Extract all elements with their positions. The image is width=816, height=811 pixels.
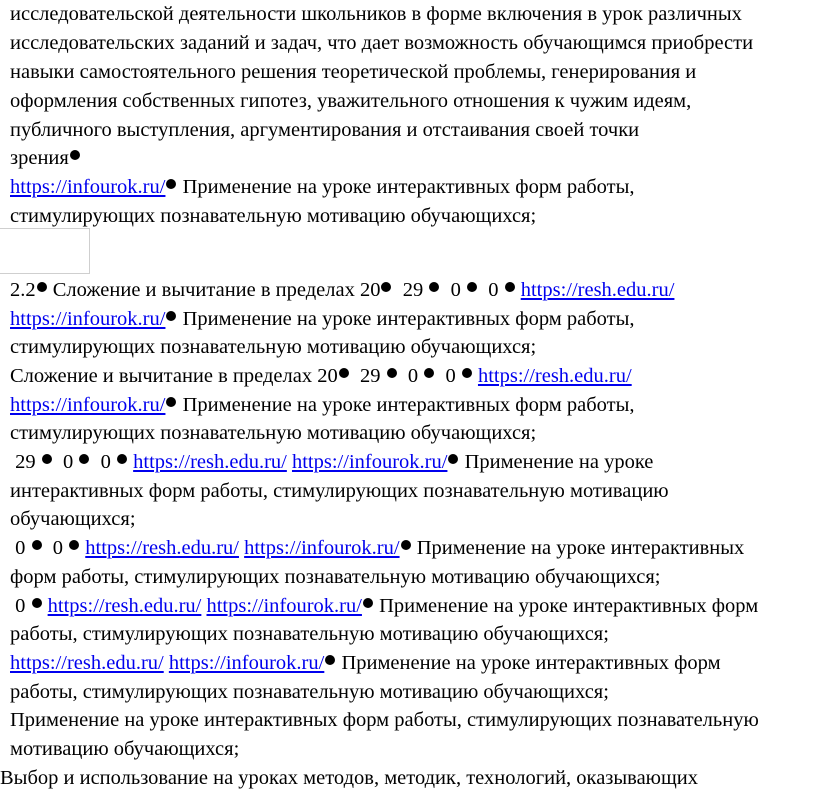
bullet-icon bbox=[448, 454, 458, 464]
lesson-hours: 29 bbox=[15, 451, 36, 473]
bullet-icon bbox=[166, 397, 176, 407]
text-line: Выбор и использование на уроках методов, методик, технологий, оказывающих bbox=[0, 767, 698, 789]
infourok-link[interactable]: https://infourok.ru/ bbox=[206, 595, 362, 617]
infourok-link[interactable]: https://infourok.ru/ bbox=[10, 308, 166, 330]
bullet-icon bbox=[381, 282, 391, 292]
text-line bbox=[10, 534, 744, 563]
resh-link[interactable]: https://resh.edu.ru/ bbox=[47, 595, 202, 617]
bullet-icon bbox=[32, 540, 42, 550]
lesson-topic: Сложение и вычитание в пределах 20 bbox=[10, 365, 338, 387]
bullet-icon bbox=[401, 540, 411, 550]
text-line: мотивацию обучающихся; bbox=[10, 738, 240, 760]
text-line: навыки самостоятельного решения теоретической проблемы, генерирования и bbox=[10, 61, 697, 83]
text-line bbox=[10, 592, 758, 621]
bullet-icon bbox=[166, 311, 176, 321]
bullet-icon bbox=[42, 454, 52, 464]
text-line: публичного выступления, аргументирования и отстаивания своей точки bbox=[10, 119, 640, 141]
infourok-link[interactable]: https://infourok.ru/ bbox=[244, 537, 400, 559]
zero-value: 0 bbox=[63, 451, 74, 473]
resh-link[interactable]: https://resh.edu.ru/ bbox=[520, 279, 675, 301]
lesson-hours: 29 bbox=[402, 279, 424, 301]
text-line bbox=[10, 649, 721, 678]
bullet-icon bbox=[37, 282, 47, 292]
bullet-icon bbox=[70, 150, 80, 160]
bullet-icon bbox=[505, 282, 515, 292]
zero-value: 0 bbox=[445, 365, 456, 387]
text-line bbox=[10, 173, 634, 202]
bullet-icon bbox=[363, 598, 373, 608]
text-line: стимулирующих познавательную мотивацию обучающихся; bbox=[10, 422, 537, 444]
zero-value: 0 bbox=[52, 537, 63, 559]
bullet-icon bbox=[429, 282, 439, 292]
text-span: Применение на уроке интерактивных форм работы, bbox=[182, 308, 635, 330]
zero-value: 0 bbox=[407, 365, 419, 387]
bullet-icon bbox=[69, 540, 79, 550]
bullet-icon bbox=[79, 454, 89, 464]
zero-value: 0 bbox=[15, 537, 26, 559]
text-span: Применение на уроке интерактивных форм работы, bbox=[182, 394, 635, 416]
text-line bbox=[10, 276, 674, 305]
bullet-icon bbox=[467, 282, 477, 292]
resh-link[interactable]: https://resh.edu.ru/ bbox=[10, 652, 164, 674]
text-span: Применение на уроке интерактивных форм bbox=[341, 652, 721, 674]
resh-link[interactable]: https://resh.edu.ru/ bbox=[477, 365, 632, 387]
bullet-icon bbox=[424, 368, 434, 378]
infourok-link[interactable]: https://infourok.ru/ bbox=[10, 394, 166, 416]
zero-value: 0 bbox=[450, 279, 461, 301]
bullet-icon bbox=[387, 368, 397, 378]
infourok-link[interactable]: https://infourok.ru/ bbox=[291, 451, 448, 473]
text-line: Применение на уроке интерактивных форм работы, стимулирующих познавательную bbox=[10, 709, 759, 731]
infourok-link[interactable]: https://infourok.ru/ bbox=[10, 176, 166, 198]
empty-table-cell bbox=[0, 228, 90, 274]
zero-value: 0 bbox=[100, 451, 111, 473]
resh-link[interactable]: https://resh.edu.ru/ bbox=[133, 451, 287, 473]
text-line: исследовательской деятельности школьников в форме включения в урок различных bbox=[10, 3, 742, 25]
resh-link[interactable]: https://resh.edu.ru/ bbox=[85, 537, 239, 559]
text-line bbox=[10, 391, 634, 420]
text-line: исследовательских заданий и задач, что дает возможность обучающимся приобрести bbox=[10, 32, 754, 54]
bullet-icon bbox=[117, 454, 127, 464]
text-line: обучающихся; bbox=[10, 508, 136, 530]
bullet-icon bbox=[339, 368, 349, 378]
text-span: Применение на уроке bbox=[464, 451, 654, 473]
bullet-icon bbox=[325, 655, 335, 665]
zero-value: 0 bbox=[488, 279, 499, 301]
bullet-icon bbox=[32, 598, 42, 608]
lesson-hours: 29 bbox=[359, 365, 381, 387]
bullet-icon bbox=[166, 179, 176, 189]
text-line: оформления собственных гипотез, уважительного отношения к чужим идеям, bbox=[10, 90, 692, 112]
text-line bbox=[10, 305, 634, 334]
bullet-icon bbox=[462, 368, 472, 378]
text-line: стимулирующих познавательную мотивацию обучающихся; bbox=[10, 336, 537, 358]
text-line: работы, стимулирующих познавательную мотивацию обучающихся; bbox=[10, 681, 609, 703]
text-line: работы, стимулирующих познавательную мотивацию обучающихся; bbox=[10, 623, 609, 645]
infourok-link[interactable]: https://infourok.ru/ bbox=[168, 652, 325, 674]
lesson-topic: Сложение и вычитание в пределах 20 bbox=[52, 279, 381, 301]
text-line: интерактивных форм работы, стимулирующих познавательную мотивацию bbox=[10, 480, 669, 502]
text-line bbox=[10, 362, 632, 391]
zero-value: 0 bbox=[15, 595, 26, 617]
text-line bbox=[10, 448, 653, 477]
section-number: 2.2 bbox=[10, 279, 36, 301]
text-line: форм работы, стимулирующих познавательную мотивацию обучающихся; bbox=[10, 566, 661, 588]
text-span: Применение на уроке интерактивных форм bbox=[379, 595, 759, 617]
text-line: стимулирующих познавательную мотивацию обучающихся; bbox=[10, 205, 537, 227]
text-line bbox=[10, 144, 81, 173]
text-span: зрения bbox=[10, 147, 69, 169]
text-span: Применение на уроке интерактивных bbox=[416, 537, 745, 559]
text-span: Применение на уроке интерактивных форм работы, bbox=[182, 176, 635, 198]
